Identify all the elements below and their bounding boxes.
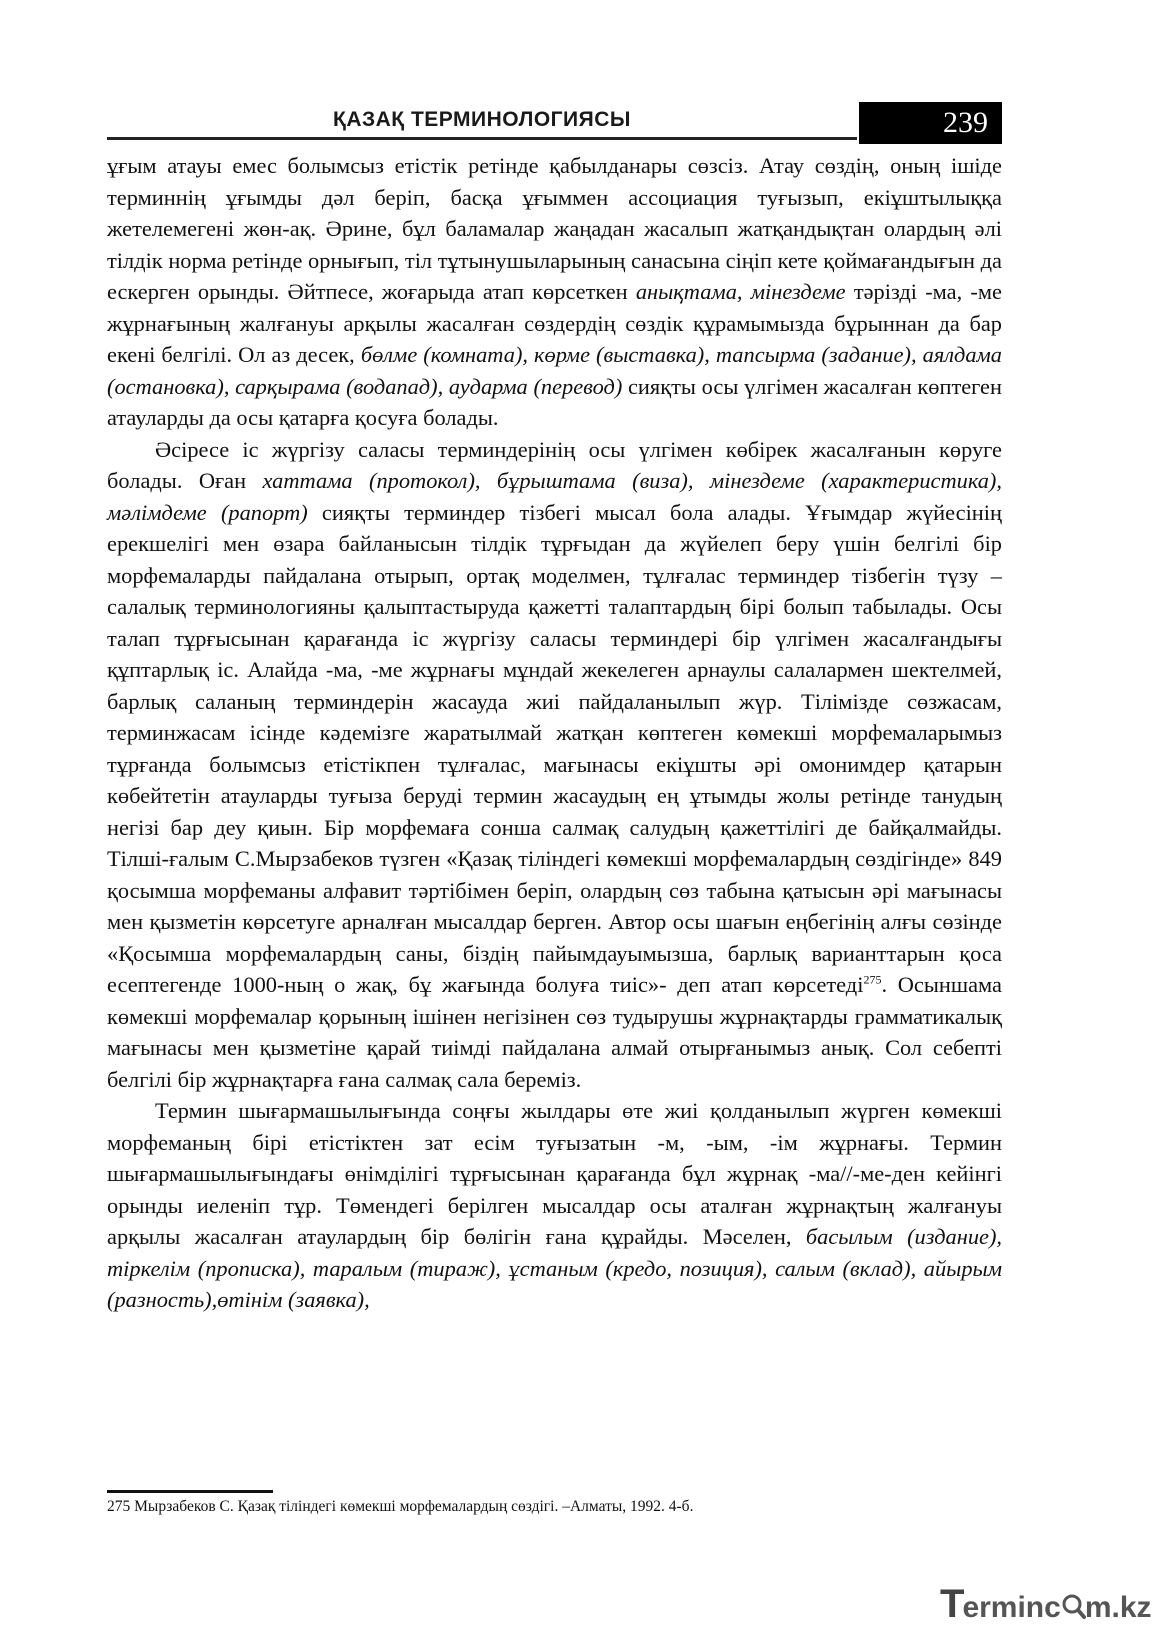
paragraph-text: Әсіресе іс жүргізу саласы терминдерінің осы үлгімен көбірек жасалғанын көруге болады. Оған	[107, 436, 1002, 493]
page-number: 239	[943, 106, 988, 139]
footnote: 275 Мырзабеков С. Қазақ тіліндегі көмекші морфемалардың сөздігі. –Алматы, 1992. 4-б.	[107, 1498, 694, 1515]
running-header	[107, 102, 1002, 144]
page-number-box	[859, 102, 1002, 144]
italic-term-list: басылым (издание), тіркелім (прописка), таралым (тираж), ұстаным (кредо, позиция), салым (вклад), айырым (разность),өтінім (заявка),	[107, 1224, 1003, 1312]
paragraph-text: сияқты терминдер тізбегі мысал бола алады. Ұғымдар жүйесінің ерекшелігі мен өзара байланысын тілдік тұрғыдан да жүйелеп беру үшін белгілі бір морфемаларды пайдалана отырып, ортақ моделмен, тұлғалас терминдер тізбегін түзу – салалық терминологияны қалыптастыруда қажетті талаптардың бірі болып табылады. Осы талап тұрғысынан қарағанда іс жүргізу саласы терминдері бір үлгімен жасалғандығы құптарлық іс. Алайда -ма, -ме жұрнағы мұндай жекелеген арнаулы салалармен шектелмей, барлық саланың терминдерін жасауда жиі пайдаланылып жүр. Тілімізде сөзжасам, терминжасам ісінде кәдемізге жаратылмай жатқан көптеген көмекші морфемаларымыз тұрғанда болымсыз етістікпен тұлғалас, мағынасы екіұшты әрі омонимдер қатарын көбейтетін атауларды туғыза беруді термин жасаудың ең ұтымды жолы ретінде танудың негізі бар деу қиын. Бір морфемаға сонша салмақ салудың қажеттілігі де байқалмайды. Тілші-ғалым С.Мырзабеков түзген «Қазақ тіліндегі көмекші морфемалардың сөздігінде» 849 қосымша морфеманы алфавит тәртібімен беріп, олардың сөз табына қатысын әрі мағынасы мен қызметін көрсетуге арналған мысалдар берген. Автор осы шағын еңбегінің алғы сөзінде «Қосымша морфемалардың саны, біздің пайымдауымызша, барлық варианттарын қоса есептегенде 1000-ның о жақ, бұ жағында болуға тиіс»- деп атап көрсетеді	[107, 499, 1002, 997]
paragraph-3	[107, 1095, 1002, 1316]
watermark-magnifier-letter	[962, 1595, 963, 1596]
paragraph-text: ұғым атауы емес болымсыз етістік ретінде қабылданары сөзсіз. Атау сөздің, оның ішіде терминнің ұғымды дәл беріп, басқа ұғыммен ассоциация туғызып, екіұштылыққа жетелемегені жөн-ақ. Әрине, бұл баламалар жаңадан жасалып жатқандықтан олардың әлі тілдік норма ретінде орнығып, тіл тұтынушыларының санасына сіңіп кете қоймағандығын да ескерген орынды. Әйтпесе, жоғарыда атап көрсеткен	[107, 153, 1002, 304]
paragraph-1	[107, 150, 1002, 434]
running-header-title: ҚАЗАҚ ТЕРМИНОЛОГИЯСЫ	[333, 108, 631, 131]
watermark-suffix: m.kz	[1084, 1591, 1152, 1624]
italic-term-list: хаттама (протокол), бұрыштама (виза), мінездеме (характеристика), мәлімдеме (рапорт)	[107, 468, 1002, 525]
watermark-initial: T	[940, 1582, 965, 1626]
footnote-separator	[107, 1490, 273, 1493]
header-rule	[107, 137, 857, 140]
italic-term-list: анықтама, мінездеме	[635, 279, 846, 304]
footnote-reference: 275	[863, 972, 882, 987]
italic-term-list: бөлме (комната), көрме (выставка), тапсырма (задание), аялдама (остановка), сарқырама (водапад), аударма (перевод)	[107, 342, 1003, 399]
paragraph-text: Термин шығармашылығында соңғы жылдары өте жиі қолданылып жүрген көмекші морфеманың бірі етістіктен зат есім туғызатын -м, -ым, -ім жұрнағы. Термин шығармашылығындағы өнімділігі тұрғысынан қарағанда бұл жұрнақ -ма//-ме-ден кейінгі орынды иеленіп тұр. Төмендегі берілген мысалдар осы аталған жұрнақтың жалғануы арқылы жасалған атаулардың бір бөлігін ғана құрайды. Мәселен,	[107, 1098, 1002, 1249]
site-watermark-logo	[940, 1582, 1152, 1626]
body-text	[107, 150, 1002, 1316]
watermark-text: erminc	[962, 1591, 1061, 1624]
paragraph-text: . Осыншама көмекші морфемалар қорының ішінен негізінен сөз тудырушы жұрнақтарды грамматикалық мағынасы мен қызметіне қарай тиімді пайдалана алмай отырғанымыз анық. Сол себепті белгілі бір жұрнақтарға ғана салмақ сала береміз.	[107, 972, 1002, 1092]
paragraph-text: сияқты осы үлгімен жасалған көптеген атауларды да осы қатарға қосуға болады.	[107, 373, 1002, 430]
paragraph-2	[107, 434, 1002, 1096]
paragraph-text: тәрізді -ма, -ме жұрнағының жалғануы арқылы жасалған сөздердің сөздік құрамымызда бұрыннан да бар екені белгілі. Ол аз десек,	[107, 279, 1002, 367]
magnifier-icon	[1062, 1595, 1084, 1617]
